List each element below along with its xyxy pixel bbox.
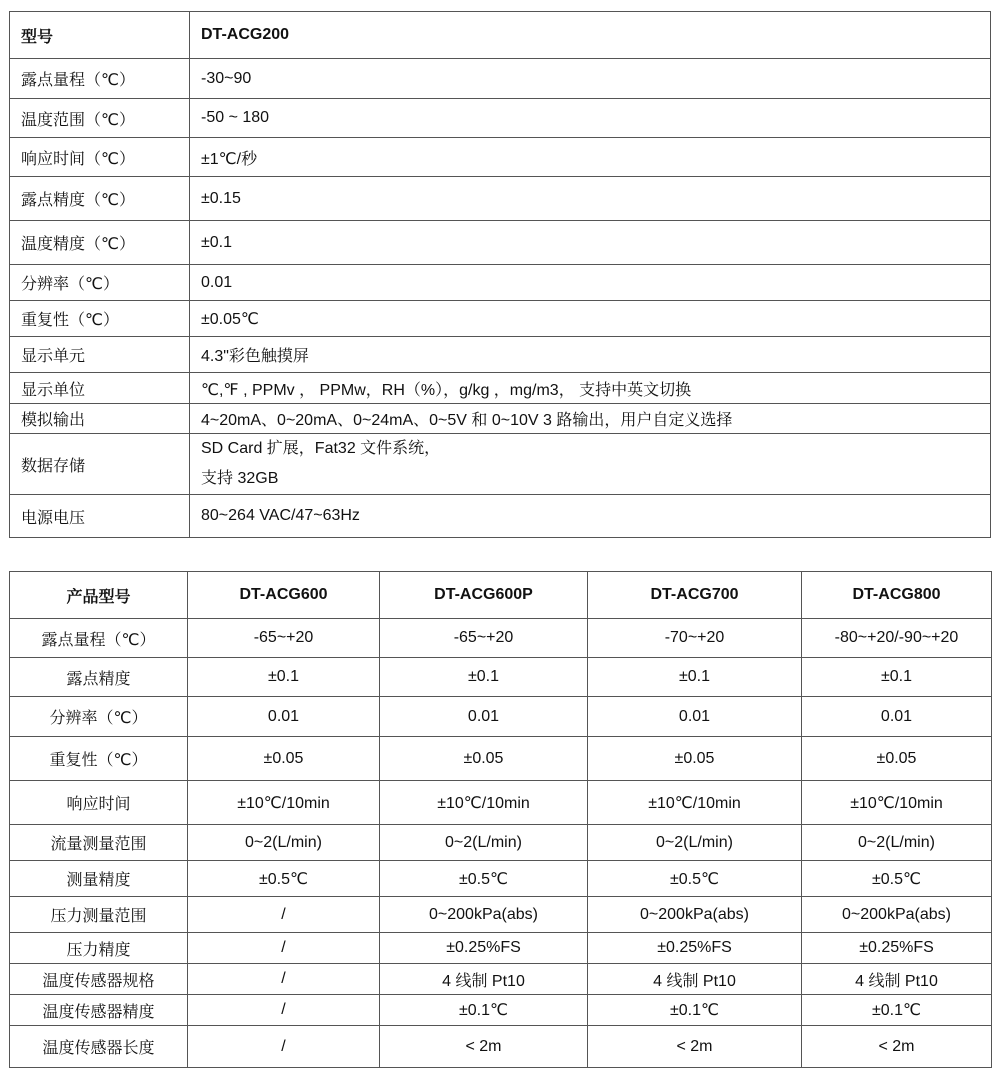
header-label: 型号: [10, 12, 190, 59]
row-cell: 0.01: [188, 697, 380, 737]
table-row: [10, 138, 991, 177]
row-label: 数据存储: [10, 434, 190, 495]
row-value: 4~20mA、0~20mA、0~24mA、0~5V 和 0~10V 3 路输出，用户自定义选择: [190, 404, 991, 434]
row-label: 重复性（℃）: [10, 737, 188, 781]
row-cell: ±0.1: [380, 658, 588, 697]
table-row: [10, 697, 992, 737]
row-cell: ±0.05: [588, 737, 802, 781]
row-cell: 0~200kPa(abs): [588, 897, 802, 933]
table-row: [10, 964, 992, 995]
table-row: [10, 737, 992, 781]
row-cell: 0~2(L/min): [588, 825, 802, 861]
row-cell: ±0.1℃: [802, 995, 992, 1026]
row-label: 重复性（℃）: [10, 301, 190, 337]
row-cell: 0~2(L/min): [188, 825, 380, 861]
row-cell: ±0.05: [380, 737, 588, 781]
row-label: 露点量程（℃）: [10, 619, 188, 658]
row-cell: 0~2(L/min): [380, 825, 588, 861]
row-cell: 4 线制 Pt10: [588, 964, 802, 995]
table-row: [10, 995, 992, 1026]
table-row: [10, 781, 992, 825]
spec-table-model-comparison: [9, 571, 992, 1068]
table-header-row: [10, 12, 991, 59]
table-row: [10, 897, 992, 933]
row-label: 分辨率（℃）: [10, 697, 188, 737]
row-cell: /: [188, 1026, 380, 1068]
table-row: [10, 825, 992, 861]
table-row: [10, 337, 991, 373]
row-label: 温度传感器精度: [10, 995, 188, 1026]
row-cell: ±0.1: [802, 658, 992, 697]
row-cell: ±0.1℃: [380, 995, 588, 1026]
table-row: [10, 265, 991, 301]
row-cell: ±0.25%FS: [380, 933, 588, 964]
table-row: [10, 373, 991, 404]
row-cell: 0.01: [802, 697, 992, 737]
row-label: 温度精度（℃）: [10, 221, 190, 265]
row-cell: 4 线制 Pt10: [802, 964, 992, 995]
row-cell: /: [188, 933, 380, 964]
row-label: 温度传感器规格: [10, 964, 188, 995]
row-cell: ±0.1℃: [588, 995, 802, 1026]
table-row: [10, 933, 992, 964]
row-label: 温度传感器长度: [10, 1026, 188, 1068]
row-cell: ±0.5℃: [802, 861, 992, 897]
row-value: ±1℃/秒: [190, 138, 991, 177]
row-cell: -65~+20: [380, 619, 588, 658]
row-cell: ±10℃/10min: [380, 781, 588, 825]
row-label: 显示单位: [10, 373, 190, 404]
row-cell: ±0.1: [588, 658, 802, 697]
row-value: 0.01: [190, 265, 991, 301]
table-row: [10, 99, 991, 138]
row-cell: -70~+20: [588, 619, 802, 658]
row-label: 露点精度: [10, 658, 188, 697]
row-cell: ±0.5℃: [188, 861, 380, 897]
row-cell: ±10℃/10min: [188, 781, 380, 825]
row-value-line: SD Card 扩展，Fat32 文件系统，: [201, 440, 441, 457]
row-label: 分辨率（℃）: [10, 265, 190, 301]
row-cell: ±0.05: [802, 737, 992, 781]
row-value: ℃,℉ , PPMv ， PPMw，RH（%），g/kg ，mg/m3， 支持中英文切换: [190, 373, 991, 404]
row-cell: /: [188, 995, 380, 1026]
header-cell: 产品型号: [10, 572, 188, 619]
row-cell: 0.01: [380, 697, 588, 737]
row-cell: < 2m: [380, 1026, 588, 1068]
row-label: 显示单元: [10, 337, 190, 373]
row-label: 温度范围（℃）: [10, 99, 190, 138]
row-label: 电源电压: [10, 495, 190, 538]
row-value: [190, 434, 991, 495]
row-value: -50 ~ 180: [190, 99, 991, 138]
spec-table-dt-acg200: [9, 11, 991, 538]
row-label: 露点量程（℃）: [10, 59, 190, 99]
table-row: [10, 177, 991, 221]
row-value: ±0.05℃: [190, 301, 991, 337]
header-cell: DT-ACG600P: [380, 572, 588, 619]
row-cell: /: [188, 897, 380, 933]
header-cell: DT-ACG600: [188, 572, 380, 619]
row-cell: 0.01: [588, 697, 802, 737]
row-label: 测量精度: [10, 861, 188, 897]
header-cell: DT-ACG800: [802, 572, 992, 619]
table-row: [10, 59, 991, 99]
row-cell: < 2m: [802, 1026, 992, 1068]
table-row: [10, 495, 991, 538]
table-row: [10, 404, 991, 434]
row-label: 响应时间: [10, 781, 188, 825]
row-cell: 0~200kPa(abs): [802, 897, 992, 933]
row-cell: ±10℃/10min: [802, 781, 992, 825]
row-cell: ±10℃/10min: [588, 781, 802, 825]
row-value: -30~90: [190, 59, 991, 99]
row-cell: 4 线制 Pt10: [380, 964, 588, 995]
table-row: [10, 301, 991, 337]
table-header-row: [10, 572, 992, 619]
table-row: [10, 658, 992, 697]
row-value: ±0.1: [190, 221, 991, 265]
row-cell: ±0.5℃: [380, 861, 588, 897]
row-value: 80~264 VAC/47~63Hz: [190, 495, 991, 538]
row-cell: /: [188, 964, 380, 995]
header-cell: DT-ACG700: [588, 572, 802, 619]
row-cell: -80~+20/-90~+20: [802, 619, 992, 658]
row-cell: ±0.5℃: [588, 861, 802, 897]
table-row: [10, 1026, 992, 1068]
row-label: 露点精度（℃）: [10, 177, 190, 221]
row-label: 流量测量范围: [10, 825, 188, 861]
row-label: 压力精度: [10, 933, 188, 964]
row-cell: < 2m: [588, 1026, 802, 1068]
row-cell: ±0.1: [188, 658, 380, 697]
row-cell: ±0.25%FS: [588, 933, 802, 964]
row-value: 4.3"彩色触摸屏: [190, 337, 991, 373]
table-row: [10, 221, 991, 265]
row-cell: 0~200kPa(abs): [380, 897, 588, 933]
row-cell: -65~+20: [188, 619, 380, 658]
table-row: [10, 861, 992, 897]
row-cell: ±0.25%FS: [802, 933, 992, 964]
table-row: [10, 434, 991, 495]
row-label: 压力测量范围: [10, 897, 188, 933]
row-cell: 0~2(L/min): [802, 825, 992, 861]
row-label: 响应时间（℃）: [10, 138, 190, 177]
row-value: ±0.15: [190, 177, 991, 221]
row-label: 模拟输出: [10, 404, 190, 434]
header-model: DT-ACG200: [190, 12, 991, 59]
row-value-line: 支持 32GB: [201, 470, 279, 487]
row-cell: ±0.05: [188, 737, 380, 781]
table-row: [10, 619, 992, 658]
